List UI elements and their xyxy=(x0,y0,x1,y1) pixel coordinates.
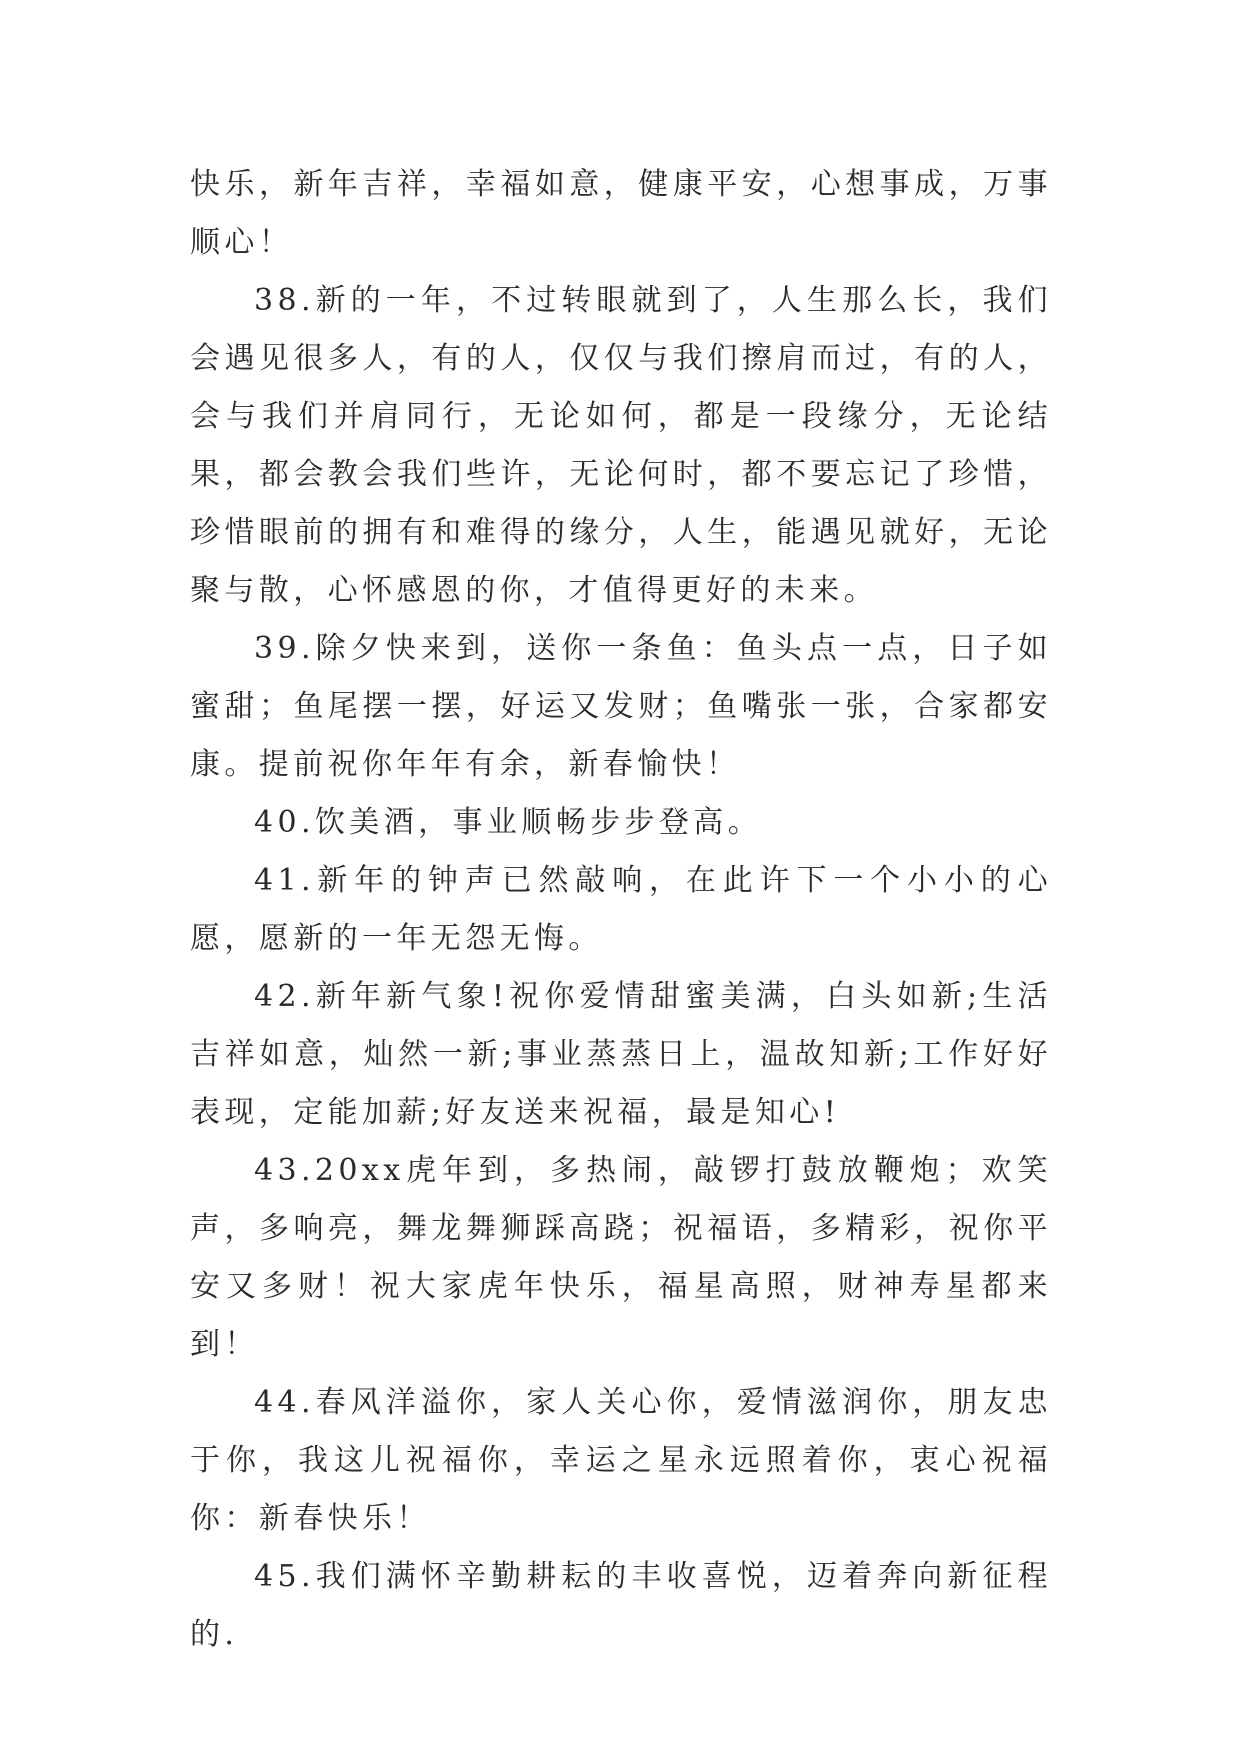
paragraph-45: 45.我们满怀辛勤耕耘的丰收喜悦，迈着奔向新征程的. xyxy=(190,1559,1052,1652)
paragraph-41: 41.新年的钟声已然敲响，在此许下一个小小的心愿，愿新的一年无怨无悔。 xyxy=(190,863,1052,956)
paragraph-39: 39.除夕快来到，送你一条鱼：鱼头点一点，日子如蜜甜；鱼尾摆一摆，好运又发财；鱼嘴张一张，合家都安康。提前祝你年年有余，新春愉快！ xyxy=(190,631,1052,782)
paragraph-42: 42.新年新气象!祝你爱情甜蜜美满，白头如新;生活吉祥如意，灿然一新;事业蒸蒸日上，温故知新;工作好好表现，定能加薪;好友送来祝福，最是知心! xyxy=(190,979,1052,1130)
paragraph-43: 43.20xx虎年到，多热闹，敲锣打鼓放鞭炮；欢笑声，多响亮，舞龙舞狮踩高跷；祝福语，多精彩，祝你平安又多财！祝大家虎年快乐，福星高照，财神寿星都来到！ xyxy=(190,1153,1052,1362)
paragraph-38: 38.新的一年，不过转眼就到了，人生那么长，我们会遇见很多人，有的人，仅仅与我们擦肩而过，有的人，会与我们并肩同行，无论如何，都是一段缘分，无论结果，都会教会我们些许，无论何时，都不要忘记了珍惜，珍惜眼前的拥有和难得的缘分，人生，能遇见就好，无论聚与散，心怀感恩的你，才值得更好的未来。 xyxy=(190,283,1052,608)
paragraph-continuation: 快乐，新年吉祥，幸福如意，健康平安，心想事成，万事顺心！ xyxy=(190,167,1052,260)
document-body xyxy=(190,156,1052,1664)
paragraph-40: 40.饮美酒，事业顺畅步步登高。 xyxy=(254,805,763,840)
paragraph-44: 44.春风洋溢你，家人关心你，爱情滋润你，朋友忠于你，我这儿祝福你，幸运之星永远照着你，衷心祝福你：新春快乐！ xyxy=(190,1385,1052,1536)
